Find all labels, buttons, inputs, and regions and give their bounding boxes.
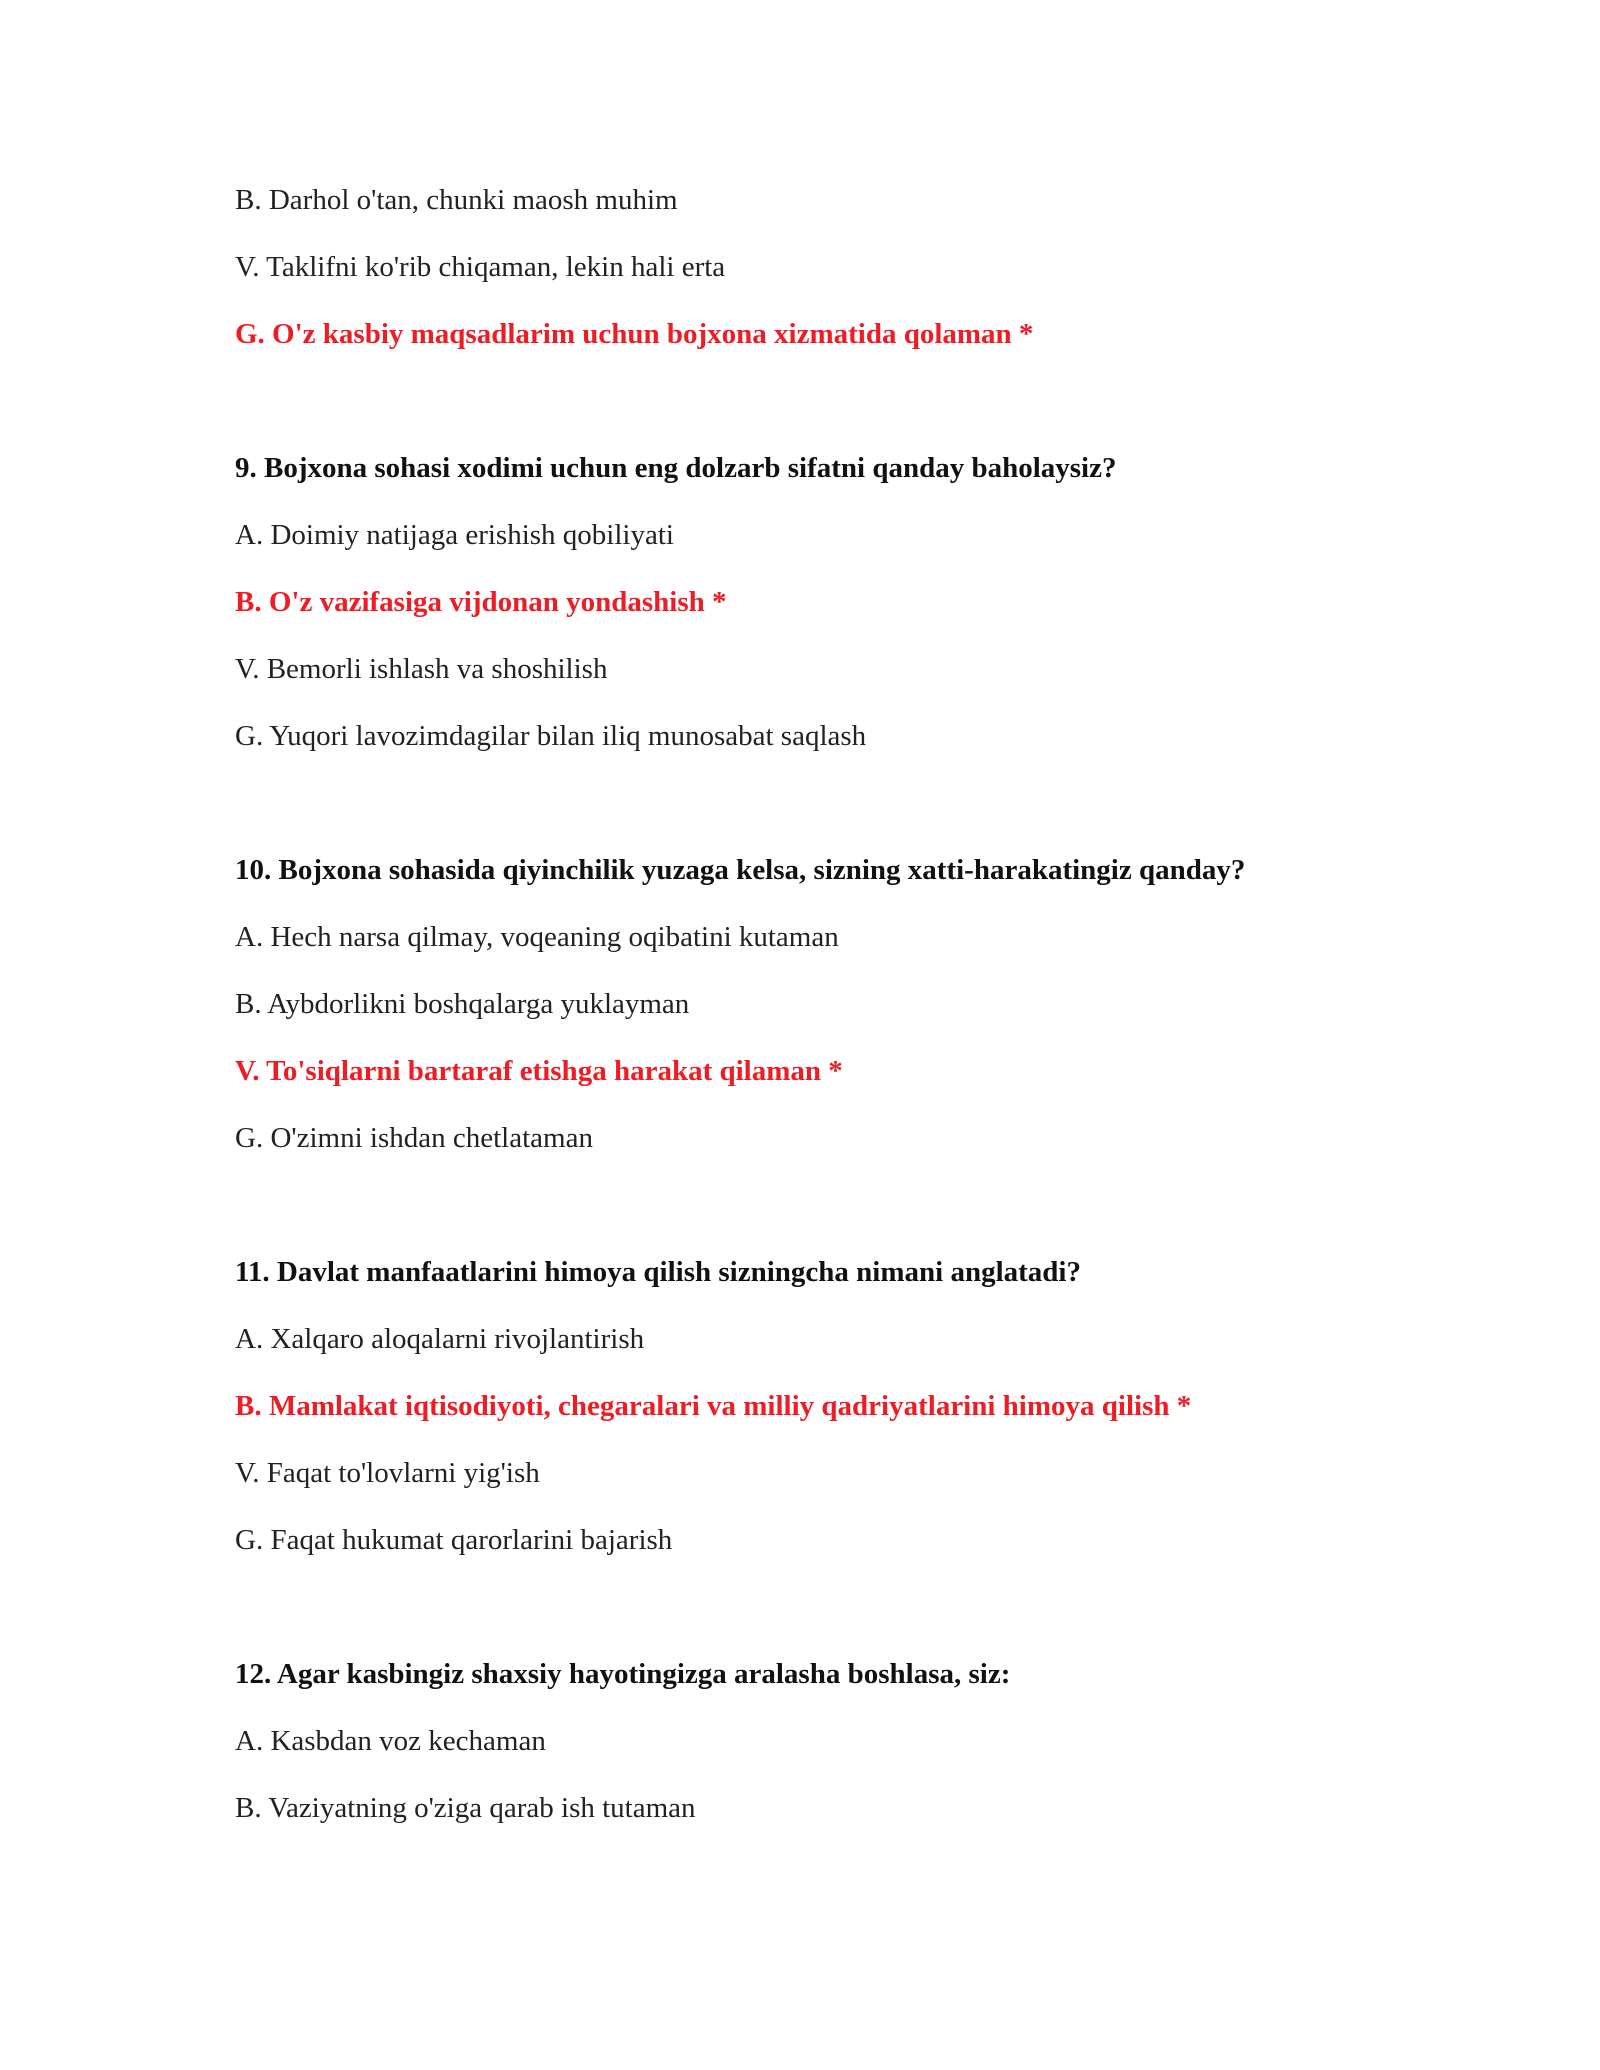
q10-option-a: A. Hech narsa qilmay, voqeaning oqibatini kutaman bbox=[235, 921, 839, 953]
option-b: B. Darhol o'tan, chunki maosh muhim bbox=[235, 184, 678, 216]
question-10-title: 10. Bojxona sohasida qiyinchilik yuzaga kelsa, sizning xatti-harakatingiz qanday? bbox=[235, 854, 1246, 886]
q11-correct-option-b: B. Mamlakat iqtisodiyoti, chegaralari va milliy qadriyatlarini himoya qilish * bbox=[235, 1390, 1192, 1422]
q11-option-g: G. Faqat hukumat qarorlarini bajarish bbox=[235, 1524, 673, 1556]
spacer bbox=[235, 1188, 1435, 1255]
spacer bbox=[235, 786, 1435, 853]
q10-option-g: G. O'zimni ishdan chetlataman bbox=[235, 1122, 593, 1154]
q12-option-a: A. Kasbdan voz kechaman bbox=[235, 1725, 546, 1757]
spacer bbox=[235, 384, 1435, 451]
q10-correct-option-v: V. To'siqlarni bartaraf etishga harakat qilaman * bbox=[235, 1055, 843, 1087]
q9-option-a: A. Doimiy natijaga erishish qobiliyati bbox=[235, 519, 674, 551]
q9-option-v: V. Bemorli ishlash va shoshilish bbox=[235, 653, 608, 685]
q9-option-g: G. Yuqori lavozimdagilar bilan iliq munosabat saqlash bbox=[235, 720, 867, 752]
q12-option-b: B. Vaziyatning o'ziga qarab ish tutaman bbox=[235, 1792, 696, 1824]
question-12-title: 12. Agar kasbingiz shaxsiy hayotingizga aralasha boshlasa, siz: bbox=[235, 1658, 1011, 1690]
question-11-title: 11. Davlat manfaatlarini himoya qilish sizningcha nimani anglatadi? bbox=[235, 1256, 1081, 1288]
quiz-content bbox=[235, 183, 1435, 1858]
q11-option-a: A. Xalqaro aloqalarni rivojlantirish bbox=[235, 1323, 645, 1355]
q10-option-b: B. Aybdorlikni boshqalarga yuklayman bbox=[235, 988, 690, 1020]
spacer bbox=[235, 1590, 1435, 1657]
question-9-title: 9. Bojxona sohasi xodimi uchun eng dolzarb sifatni qanday baholaysiz? bbox=[235, 452, 1117, 484]
q9-correct-option-b: B. O'z vazifasiga vijdonan yondashish * bbox=[235, 586, 727, 618]
option-v: V. Taklifni ko'rib chiqaman, lekin hali erta bbox=[235, 251, 726, 283]
correct-option-g: G. O'z kasbiy maqsadlarim uchun bojxona xizmatida qolaman * bbox=[235, 318, 1034, 350]
q11-option-v: V. Faqat to'lovlarni yig'ish bbox=[235, 1457, 540, 1489]
